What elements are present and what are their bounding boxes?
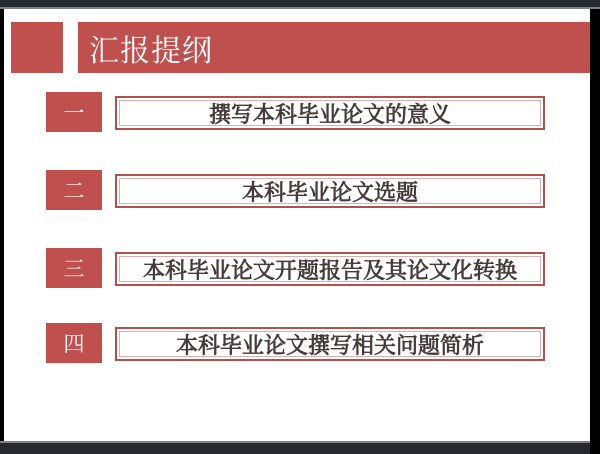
item-label: 撰写本科毕业论文的意义 xyxy=(208,101,451,127)
item-number: 一 xyxy=(63,101,85,125)
item-number-badge xyxy=(46,248,102,288)
item-number: 三 xyxy=(63,257,85,281)
item-number: 四 xyxy=(63,332,85,356)
title-bar xyxy=(78,22,590,73)
slide-title: 汇报提纲 xyxy=(89,34,213,68)
item-number-badge xyxy=(46,92,102,132)
item-number: 二 xyxy=(63,179,85,203)
outline-item-1 xyxy=(0,92,600,134)
frame-bottom-bar xyxy=(0,441,590,454)
frame-top-bar xyxy=(0,0,600,9)
frame-left-edge xyxy=(0,9,4,441)
item-box xyxy=(115,327,545,361)
outline-item-2 xyxy=(0,170,600,212)
item-box xyxy=(115,174,545,208)
outline-item-3 xyxy=(0,248,600,290)
item-number-badge xyxy=(46,170,102,210)
item-number-badge xyxy=(46,323,102,363)
item-label: 本科毕业论文选题 xyxy=(241,179,418,205)
item-label: 本科毕业论文开题报告及其论文化转换 xyxy=(142,257,517,283)
item-label: 本科毕业论文撰写相关问题简析 xyxy=(175,332,484,358)
frame-right-edge xyxy=(590,9,600,454)
item-box xyxy=(115,96,545,130)
item-box xyxy=(115,252,545,286)
title-accent-block xyxy=(11,22,63,73)
outline-item-4 xyxy=(0,323,600,365)
